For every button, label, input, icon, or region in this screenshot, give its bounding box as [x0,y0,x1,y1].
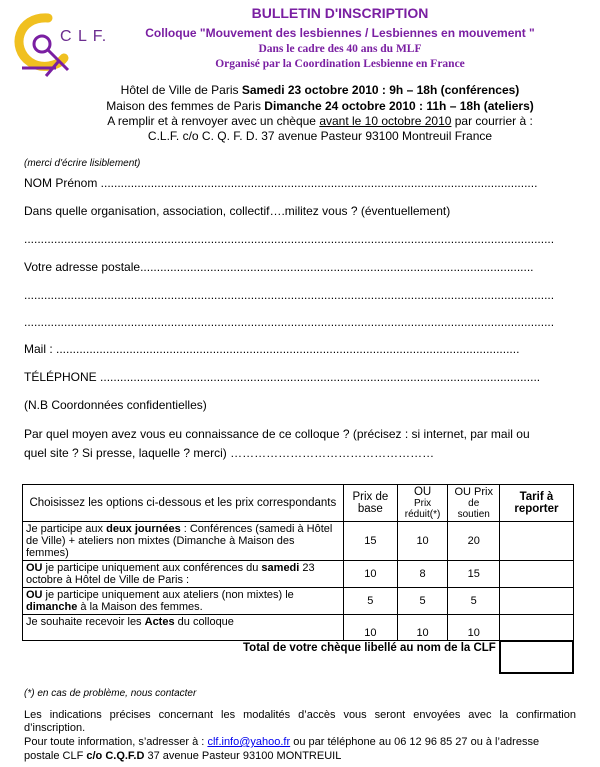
price-reduced: 8 [398,561,448,588]
total-label: Total de votre chèque libellé au nom de la CLF [23,641,500,673]
tarif-cell[interactable] [500,561,573,588]
price-base: 10 [343,615,397,641]
postal-address: C.L.F. c/o C. Q. F. D. 37 avenue Pasteur 93100 Montreuil France [147,129,493,143]
organiser-line: Organisé par la Coordination Lesbienne en France [215,58,465,70]
confidential-note: (N.B Coordonnées confidentielles) [24,398,207,412]
source-question: Par quel moyen avez vous eu connaissance de ce colloque ? (précisez : si internet, par mail ou [24,427,530,441]
option-actes: Je souhaite recevoir les Actes du colloque [23,615,344,641]
price-support: 5 [448,588,500,615]
price-support: 15 [448,561,500,588]
contact-line: Pour toute information, s’adresser à : clf.info@yahoo.fr ou par téléphone au 06 12 96 85 27 ou à l’adresse [24,736,540,748]
option-sunday: OU je participe uniquement aux ateliers (non mixtes) le dimanche à la Maison des femmes. [23,588,344,615]
tarif-cell[interactable] [500,522,573,561]
venue-saturday: Hôtel de Ville de Paris Samedi 23 octobre 2010 : 9h – 18h (conférences) [120,83,520,97]
source-question-2[interactable]: quel site ? Si presse, laquelle ? merci) …………………………………………… [24,446,435,460]
total-row [23,641,574,673]
logo-text: C L F. [60,28,108,45]
address-field[interactable]: Votre adresse postale...................................................................................................................... [24,260,534,274]
price-support: 20 [448,522,500,561]
table-row [23,588,574,615]
header-base-price: Prix de base [343,485,397,522]
price-reduced: 10 [398,615,448,641]
options-table [22,484,574,674]
organisation-field[interactable]: ............................................................................................................................................................... [24,232,555,246]
total-cell[interactable] [500,641,573,673]
price-support: 10 [448,615,500,641]
header-options: Choisissez les options ci-dessous et les prix correspondants [23,485,344,522]
venue-sunday: Maison des femmes de Paris Dimanche 24 octobre 2010 : 11h – 18h (ateliers) [106,99,534,113]
phone-field[interactable]: TÉLÉPHONE .................................................................................................................................... [24,370,541,384]
price-base: 15 [343,522,397,561]
header-reduced-price: OU Prix réduit(*) [398,485,448,522]
access-info: Les indications précises concernant les modalités d’accès vous seront envoyées avec la confirmation d’inscription. [24,709,576,734]
mlf-line: Dans le cadre des 40 ans du MLF [258,43,422,55]
address-field-3[interactable]: ............................................................................................................................................................... [24,315,555,329]
option-saturday: OU je participe uniquement aux conférences du samedi 23 octobre à Hôtel de Ville de Paris : [23,561,344,588]
contact-address: postale CLF c/o C.Q.F.D 37 avenue Pasteur 93100 MONTREUIL [24,750,342,762]
price-reduced: 10 [398,522,448,561]
page-title: BULLETIN D'INSCRIPTION [251,5,429,21]
write-clearly-note: (merci d'écrire lisiblement) [24,158,141,169]
option-two-days: Je participe aux deux journées : Conférences (samedi à Hôtel de Ville) + ateliers non mixtes (Dimanche à Maison des femmes) [23,522,344,561]
price-reduced: 5 [398,588,448,615]
name-field[interactable]: NOM Prénom ................................................................................................................................... [24,176,538,190]
tarif-cell[interactable] [500,615,573,641]
tarif-cell[interactable] [500,588,573,615]
send-instructions: A remplir et à renvoyer avec un chèque avant le 10 octobre 2010 par courrier à : [107,114,533,128]
email-link[interactable]: clf.info@yahoo.fr [207,736,291,748]
table-row [23,615,574,641]
table-header-row [23,485,574,522]
problem-note: (*) en cas de problème, nous contacter [24,688,197,699]
colloque-title: Colloque "Mouvement des lesbiennes / Lesbiennes en mouvement " [145,26,535,40]
header-support-price: OU Prix de soutien [448,485,500,522]
mail-field[interactable]: Mail : ........................................................................................................................................... [24,342,520,356]
price-base: 10 [343,561,397,588]
price-base: 5 [343,588,397,615]
header-tarif: Tarif à reporter [500,485,573,522]
address-field-2[interactable]: ............................................................................................................................................................... [24,288,555,302]
table-row [23,522,574,561]
organisation-question: Dans quelle organisation, association, collectif….militez vous ? (éventuellement) [24,204,451,218]
table-row [23,561,574,588]
